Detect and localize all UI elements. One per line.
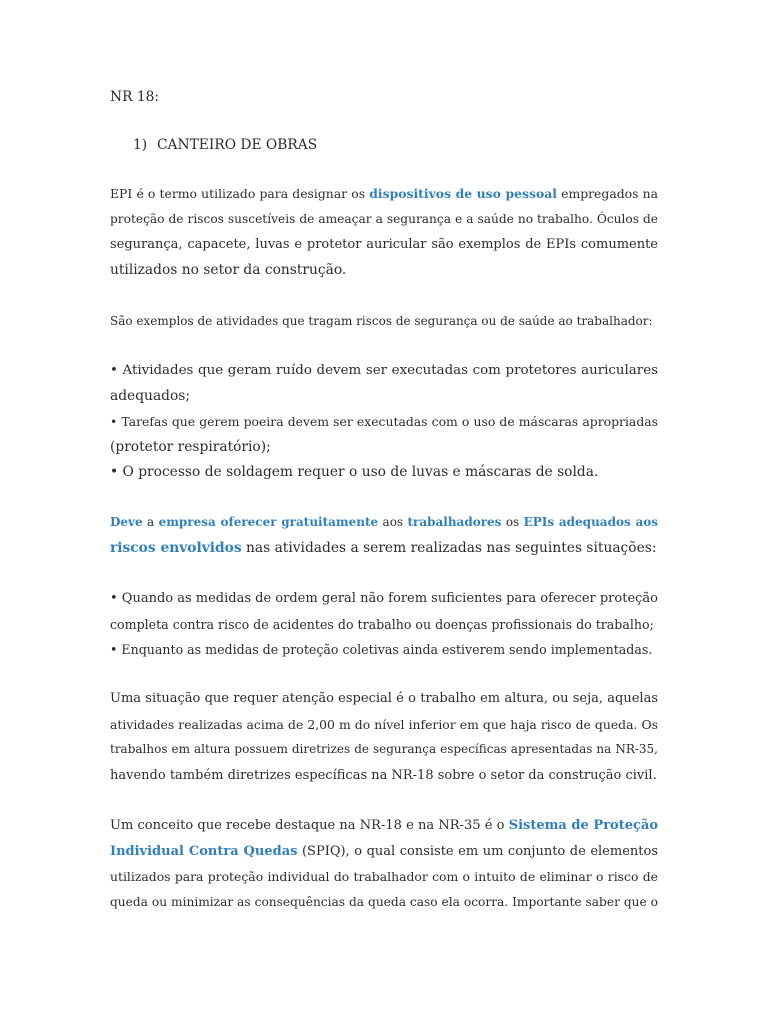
highlight-term: EPIs adequados aos: [523, 515, 658, 529]
list-item: • O processo de soldagem requer o uso de luvas e máscaras de solda.: [110, 464, 599, 480]
highlight-term: empresa oferecer gratuitamente: [158, 515, 379, 529]
list-item: • Enquanto as medidas de proteção coletivas ainda estiverem sendo implementadas.: [110, 642, 653, 657]
bullet-list-activities: • Atividades que geram ruído devem ser executadas com protetores auriculares adequados; • Tarefas que gerem poeira devem ser executadas com o uso de máscaras apropriadas (protetor respiratório); • O processo de soldagem requer o uso de luvas e máscaras de solda.: [110, 358, 658, 486]
paragraph-spiq: Um conceito que recebe destaque na NR-18 e na NR-35 é o Sistema de Proteção Individual Contra Quedas (SPIQ), o qual consiste em um conjunto de elementos utilizados para proteção individual do trabalhador com o intuito de eliminar o risco de queda ou minimizar as consequências da queda caso ela ocorra. Importante saber que o: [110, 818, 658, 909]
highlight-term: trabalhadores: [407, 515, 502, 529]
highlight-term: dispositivos de uso pessoal: [369, 186, 557, 201]
highlight-term: riscos envolvidos: [110, 539, 242, 556]
highlight-term: Sistema de Proteção: [508, 818, 658, 833]
highlight-term: Individual Contra Quedas: [110, 843, 298, 859]
document-heading: NR 18:: [110, 89, 160, 105]
paragraph-epi-definition: EPI é o termo utilizado para designar os dispositivos de uso pessoal empregados na proteção de riscos suscetíveis de ameaçar a segurança e a saúde no trabalho. Óculos de segurança, capacete, luvas e protetor auricular são exemplos de EPIs comumente utilizados no setor da construção.: [110, 186, 658, 278]
list-number: 1): [133, 137, 148, 153]
highlight-term: Deve: [110, 515, 143, 529]
paragraph-examples-intro: São exemplos de atividades que tragam riscos de segurança ou de saúde ao trabalhador:: [110, 314, 653, 328]
list-item: • Tarefas que gerem poeira devem ser executadas com o uso de máscaras apropriadas: [110, 414, 658, 429]
bullet-list-situations: • Quando as medidas de ordem geral não forem suficientes para oferecer proteção completa contra risco de acidentes do trabalho ou doenças profissionais do trabalho; • Enquanto as medidas de proteção coletivas ainda estiverem sendo implementadas.: [110, 586, 658, 663]
paragraph-work-at-height: Uma situação que requer atenção especial é o trabalho em altura, ou seja, aquelas atividades realizadas acima de 2,00 m do nível inferior em que haja risco de queda. Os trabalhos em altura possuem diretrizes de segurança específicas apresentadas na NR-35, havendo também diretrizes específicas na NR-18 sobre o setor da construção civil.: [110, 691, 658, 783]
numbered-list-item: [133, 136, 317, 154]
paragraph-employer-duty: Deve a empresa oferecer gratuitamente aos trabalhadores os EPIs adequados aos riscos envolvidos nas atividades a serem realizadas nas seguintes situações:: [110, 515, 658, 556]
section-title: CANTEIRO DE OBRAS: [157, 137, 318, 153]
list-item: • Atividades que geram ruído devem ser executadas com protetores auriculares: [110, 363, 658, 378]
list-item: • Quando as medidas de ordem geral não forem suficientes para oferecer proteção: [110, 591, 658, 606]
